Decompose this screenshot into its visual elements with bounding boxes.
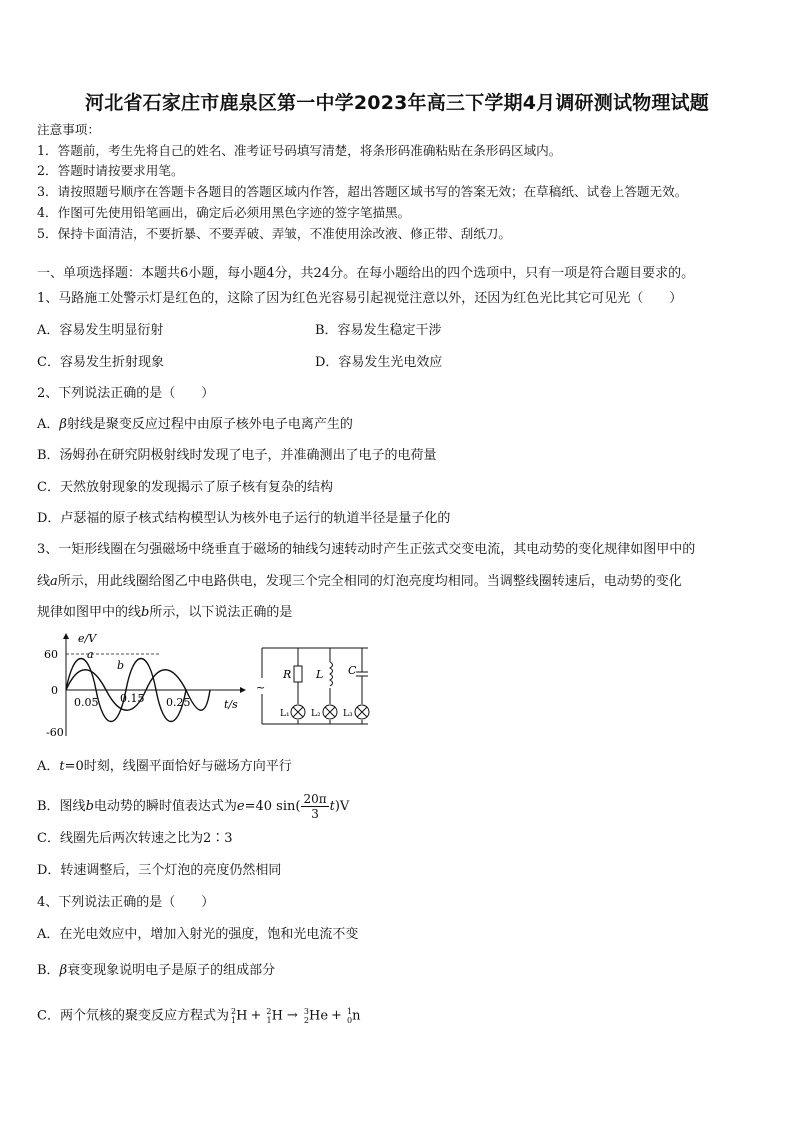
nuclide-h2 (266, 1003, 283, 1030)
q4-stem: 4、下列说法正确的是（ ） (37, 895, 215, 910)
element-symbol: H (271, 1008, 283, 1024)
var-e: e (236, 799, 245, 814)
notice-item: 1．答题前，考生先将自己的姓名、准考证号码填写清楚，将条形码准确粘贴在条形码区域内。 (37, 143, 562, 158)
section-heading: 一、单项选择题：本题共6小题，每小题4分，共24分。在每小题给出的四个选项中，只有一项是符合题目要求的。 (37, 266, 695, 281)
q3-option-b (37, 792, 349, 821)
nuclide-he (304, 1003, 328, 1030)
q3-stem-line2 (37, 573, 682, 591)
x-axis-label: t/s (224, 698, 238, 711)
resistor-symbol (294, 666, 302, 682)
q3-a-text: =0时刻，线圈平面恰好与磁场方向平行 (64, 759, 292, 774)
curve-a-label: a (87, 648, 94, 661)
q2-a-text: 射线是聚变反应过程中由原子核外电子电离产生的 (66, 417, 353, 432)
ac-source-icon: ~ (256, 681, 266, 694)
q2-option-a (37, 416, 353, 434)
notice-item: 5．保持卡面清洁，不要折暴、不要弄破、弄皱，不准使用涂改液、修正带、刮纸刀。 (37, 226, 511, 241)
inductor-symbol (330, 662, 333, 686)
x-tick: 0.05 (74, 696, 99, 709)
q4-option-a: A．在光电效应中，增加入射光的强度，饱和光电流不变 (37, 927, 359, 942)
atomic-number: 0 (347, 1015, 353, 1025)
q3-b-text: 电动势的瞬时值表达式为 (93, 799, 237, 814)
q3-text: 线 (37, 574, 51, 589)
var-t: t (59, 759, 65, 774)
atomic-number: 1 (266, 1015, 272, 1025)
nuclide-h1 (231, 1003, 248, 1030)
label-r: R (283, 668, 292, 681)
label-l3: L₃ (343, 709, 353, 719)
label-l1: L₁ (280, 709, 290, 719)
mass-number: 3 (303, 1007, 309, 1016)
q2-option-c: C．天然放射现象的发现揭示了原子核有复杂的结构 (37, 480, 333, 495)
notice-item: 4．作图可先使用铅笔画出，确定后必须用黑色字迹的签字笔描黑。 (37, 205, 411, 220)
formula-part: =40 sin( (244, 799, 301, 814)
element-symbol: n (352, 1008, 361, 1024)
beta-symbol: β (59, 417, 67, 432)
y-tick-neg60: -60 (46, 726, 64, 739)
label-l2: L₂ (311, 709, 321, 719)
q1-stem: 1、马路施工处警示灯是红色的，这除了因为红色光容易引起视觉注意以外，还因为红色光比其它可见光（ ） (37, 291, 683, 306)
q2-option-b: B．汤姆孙在研究阴极射线时发现了电子，并准确测出了电子的电荷量 (37, 448, 437, 463)
notice-item: 2．答题时请按要求用笔。 (37, 163, 184, 178)
q3-text: 所示，以下说法正确的是 (149, 605, 293, 620)
curve-b-ref: b (85, 799, 94, 814)
element-symbol: H (236, 1008, 248, 1024)
q3-text: 所示，用此线圈给图乙中电路供电，发现三个完全相同的灯泡亮度均相同。当调整线圈转速后，电动势的变化 (57, 574, 682, 589)
y-tick-60: 60 (44, 648, 58, 661)
label-c: C (348, 664, 357, 677)
notice-item: 3．请按照题号顺序在答题卡各题目的答题区域内作答，超出答题区域书写的答案无效；在草稿纸、试卷上答题无效。 (37, 184, 688, 199)
q2-option-d: D．卢瑟福的原子核式结构模型认为核外电子运行的轨道半径是量子化的 (37, 511, 451, 526)
q4-option-c (37, 1003, 361, 1030)
y-tick-0: 0 (51, 684, 58, 697)
plus-sign: + (250, 1008, 262, 1024)
q4-c-text: C．两个氘核的聚变反应方程式为 (37, 1008, 229, 1024)
x-tick: 0.25 (166, 696, 191, 709)
q3-stem-line1: 3、一矩形线圈在匀强磁场中绕垂直于磁场的轴线匀速转动时产生正弦式交变电流，其电动势的变化规律如图甲中的 (37, 542, 696, 557)
mass-number: 1 (346, 1007, 353, 1016)
nuclide-n (347, 1003, 361, 1030)
element-symbol: He (309, 1008, 329, 1024)
y-axis-label: e/V (78, 632, 97, 645)
curve-b-ref: b (141, 605, 150, 620)
label-l: L (316, 668, 324, 681)
q1-option-c: C．容易发生折射现象 (37, 355, 164, 370)
fraction-denominator: 3 (311, 807, 319, 821)
q3-stem-line3 (37, 604, 292, 622)
fraction-numerator: 20π (303, 792, 327, 806)
q3-option-a (37, 758, 292, 776)
q1-option-d: D．容易发生光电效应 (315, 355, 443, 370)
emf-graph (40, 628, 250, 743)
q2-a-prefix: A． (37, 417, 60, 432)
q3-option-d: D．转速调整后，三个灯泡的亮度仍然相同 (37, 863, 282, 878)
q1-option-b: B．容易发生稳定干涉 (315, 323, 442, 338)
beta-symbol: β (59, 963, 68, 978)
curve-a-ref: a (50, 574, 58, 589)
fraction (301, 792, 328, 821)
q3-a-prefix: A． (37, 759, 60, 774)
q1-option-a: A．容易发生明显衍射 (37, 323, 164, 338)
q4-b-prefix: B． (37, 963, 60, 978)
notice-heading: 注意事项： (37, 122, 100, 137)
mass-number: 2 (230, 1007, 237, 1016)
q3-b-prefix: B．图线 (37, 799, 86, 814)
arrow-icon: → (286, 1008, 298, 1024)
atomic-number: 1 (231, 1015, 237, 1025)
x-tick: 0.15 (120, 692, 145, 705)
var-t: t (329, 799, 335, 814)
formula-end: )V (334, 799, 350, 814)
q3-text: 规律如图甲中的线 (37, 605, 142, 620)
q4-option-b (37, 962, 275, 980)
plus-sign: + (331, 1008, 342, 1024)
atomic-number: 2 (303, 1015, 310, 1025)
q4-b-text: 衰变现象说明电子是原子的组成部分 (67, 963, 276, 978)
q3-option-c: C．线圈先后两次转速之比为2∶3 (37, 831, 233, 846)
curve-b-label: b (117, 659, 125, 672)
mass-number: 2 (266, 1007, 272, 1016)
q2-stem: 2、下列说法正确的是（ ） (37, 386, 215, 401)
page-title: 河北省石家庄市鹿泉区第一中学2023年高三下学期4月调研测试物理试题 (85, 92, 709, 114)
circuit-diagram (250, 636, 380, 731)
